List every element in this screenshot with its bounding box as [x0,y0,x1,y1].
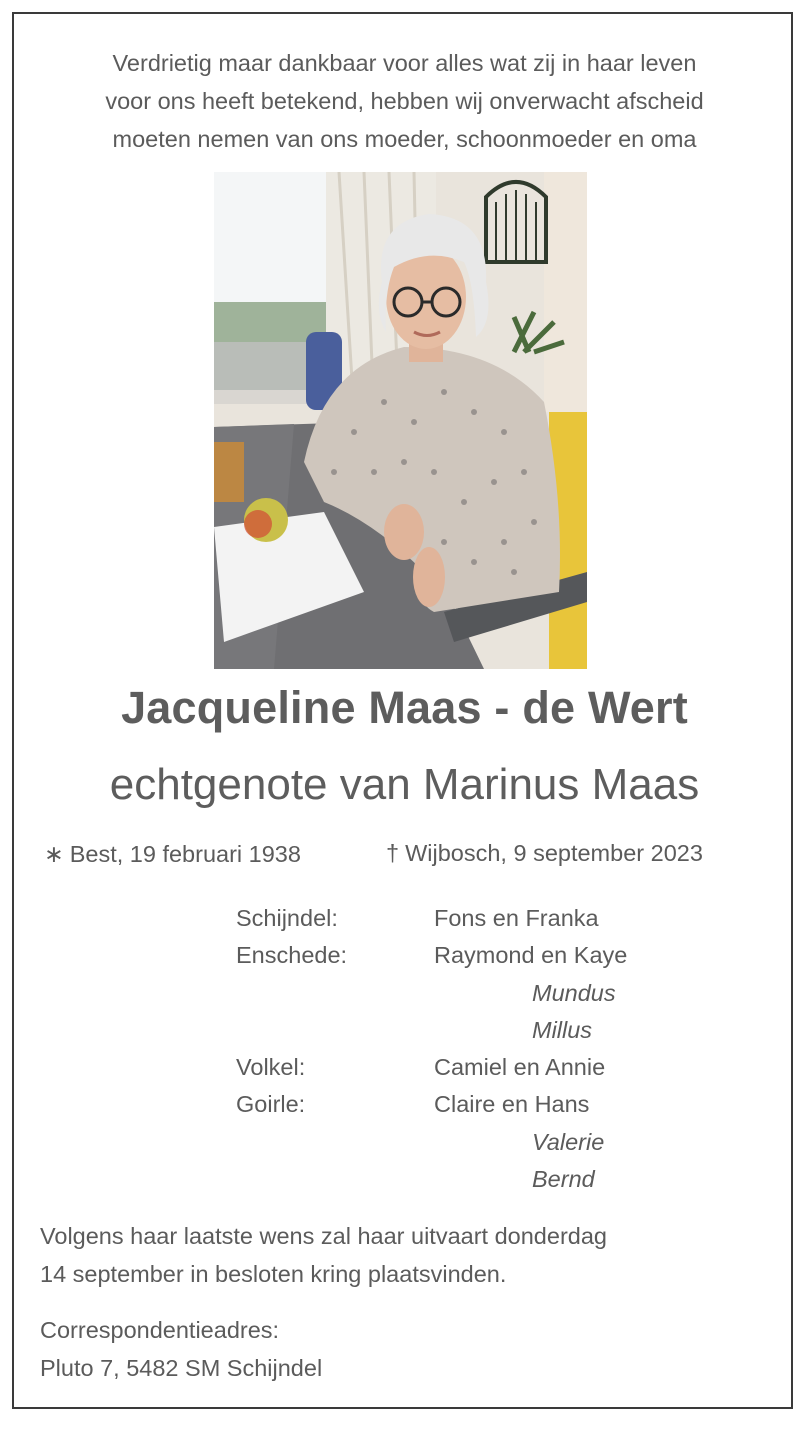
death-info [386,840,703,867]
grandchild-name: Mundus [532,979,616,1006]
spouse-line: echtgenote van Marinus Maas [109,760,700,809]
family-names: Camiel en Annie [434,1054,606,1081]
deceased-name: Jacqueline Maas - de Wert [121,682,688,733]
intro-line: voor ons heeft betekend, hebben wij onverwacht afscheid [105,88,704,114]
obituary-card [12,12,793,1409]
family-place: Enschede: [236,942,348,969]
funeral-notice [40,1217,607,1293]
intro-line: moeten nemen van ons moeder, schoonmoeder en oma [112,126,697,152]
cross-icon: † [386,840,400,866]
death-date: Wijbosch, 9 september 2023 [405,840,703,866]
birth-date: Best, 19 februari 1938 [69,841,301,867]
portrait-photo [214,172,587,669]
birth-info [44,840,301,868]
correspondence-address: Pluto 7, 5482 SM Schijndel [40,1355,323,1381]
family-place: Volkel: [236,1054,306,1081]
family-place: Goirle: [236,1091,306,1118]
family-names: Raymond en Kaye [434,942,628,969]
grandchild-name: Valerie [532,1128,605,1155]
correspondence-label: Correspondentieadres: [40,1317,280,1343]
family-names: Fons en Franka [434,905,599,931]
funeral-line: 14 september in besloten kring plaatsvinden. [40,1261,507,1287]
grandchild-name: Bernd [532,1166,595,1193]
asterisk-icon: ∗ [44,841,64,867]
family-names: Claire en Hans [434,1091,590,1118]
family-place: Schijndel: [236,905,338,931]
grandchild-name: Millus [532,1016,593,1043]
funeral-line: Volgens haar laatste wens zal haar uitvaart donderdag [40,1223,607,1249]
intro-line: Verdrietig maar dankbaar voor alles wat zij in haar leven [112,50,697,76]
intro-text [14,44,795,158]
correspondence [40,1311,322,1387]
